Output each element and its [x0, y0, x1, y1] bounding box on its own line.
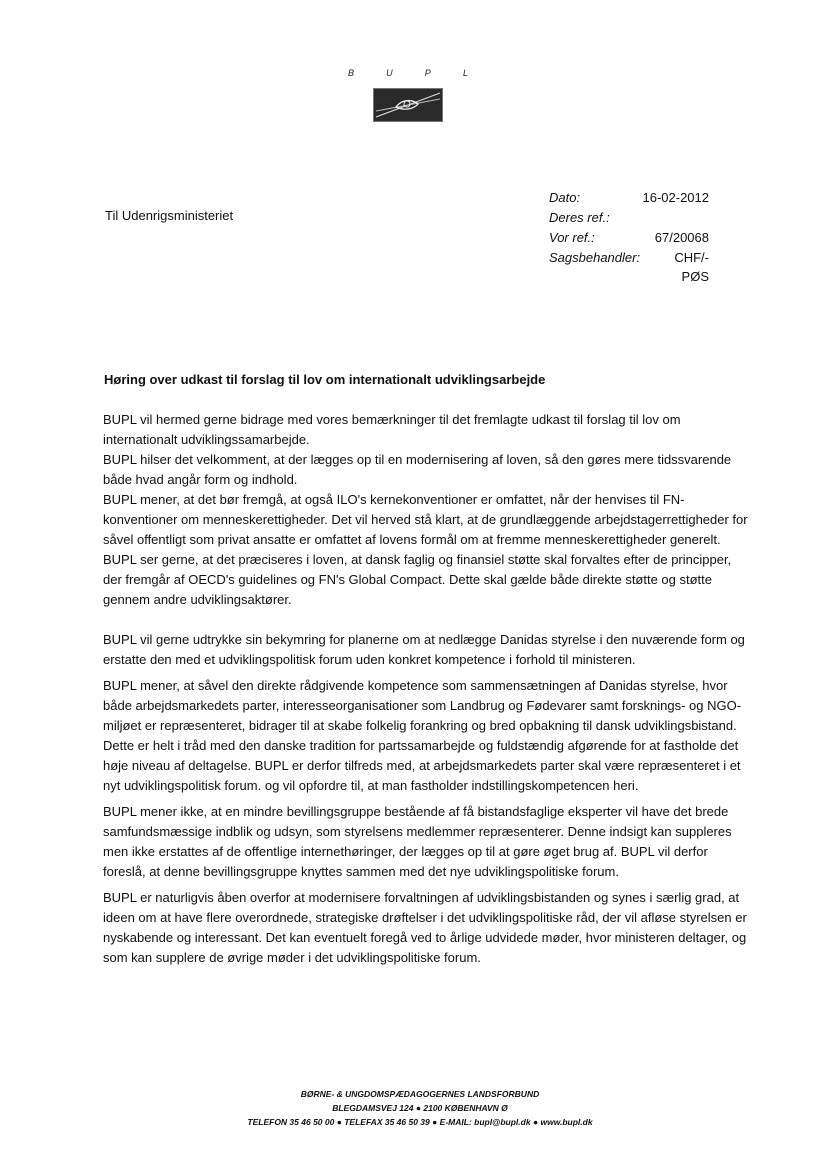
handler-row: [549, 248, 709, 288]
footer-city: 2100 KØBENHAVN Ø: [423, 1103, 508, 1113]
body-paragraph: BUPL hilser det velkomment, at der lægges op til en modernisering af loven, så den gøres mere tidssvarende både hvad angår form og indhold.: [103, 452, 732, 487]
handshake-logo-icon: [374, 89, 442, 121]
your-ref-label: Deres ref.:: [549, 210, 610, 225]
subject-heading: Høring over udkast til forslag til lov om internationalt udviklingsarbejde: [104, 372, 546, 387]
letterhead-letter-b: B: [348, 68, 355, 78]
your-ref-row: [549, 208, 709, 228]
handler-value-line1: CHF/-: [674, 250, 709, 265]
bupl-logo: [373, 88, 443, 122]
handler-label: Sagsbehandler:: [549, 250, 641, 265]
our-ref-row: [549, 228, 709, 248]
our-ref-value: 67/20068: [654, 230, 709, 245]
footer-web[interactable]: www.bupl.dk: [540, 1117, 593, 1127]
reference-block: [549, 188, 709, 288]
date-row: [549, 188, 709, 208]
footer-email[interactable]: E-MAIL: bupl@bupl.dk: [439, 1117, 531, 1127]
date-value: 16-02-2012: [642, 190, 709, 205]
footer: [200, 1087, 640, 1129]
body-paragraph: BUPL mener, at det bør fremgå, at også ILO's kernekonventioner er omfattet, når der henvises til FN-konventioner om menneskerettigheder. Det vil herved stå klart, at de grundlæggende arbejdstagerrettigheder for såvel offentligt som privat ansatte er omfattet af lovens formål om at fremme menneskerettigheder generelt.: [103, 492, 748, 547]
body-paragraph: BUPL er naturligvis åben overfor at modernisere forvaltningen af udviklingsbistanden og synes i særlig grad, at ideen om at have flere overordnede, strategiske drøftelser i det udviklingspolitiske råd, der vil afløse styrelsen er nyskabende og interessant. Det kan eventuelt foregå ved to årlige udvidede møder, hvor ministeren deltager, og som kan supplere de øvrige møder i det udviklingspolitiske forum.: [103, 890, 747, 965]
letter-body: [103, 410, 753, 968]
recipient: Til Udenrigsministeriet: [105, 208, 234, 223]
footer-bullet: ●: [415, 1103, 421, 1113]
footer-bullet: ●: [532, 1117, 539, 1127]
our-ref-label: Vor ref.:: [549, 230, 595, 245]
footer-org: BØRNE- & UNGDOMSPÆDAGOGERNES LANDSFORBUND: [300, 1089, 540, 1099]
body-paragraph: BUPL mener ikke, at en mindre bevillingsgruppe bestående af få bistandsfaglige eksperter vil have det brede samfundsmæssige indblik og udsyn, som styrelsens medlemmer repræsenterer. Denne indsigt kan suppleres men ikke erstattes af de offentlige internethøringer, der lægges op til at gøre øget brug af. BUPL vil derfor foreslå, at denne bevillingsgruppe knyttes sammen med det nye udviklingspolitiske forum.: [103, 804, 732, 879]
footer-bullet: ●: [432, 1117, 438, 1127]
body-paragraph: BUPL vil gerne udtrykke sin bekymring for planerne om at nedlægge Danidas styrelse i den nuværende form og erstatte den med et udviklingspolitisk forum uden konkret kompetence i forhold til ministeren.: [103, 632, 745, 667]
letterhead-letter-p: P: [424, 68, 431, 78]
letterhead-letters: [348, 68, 468, 78]
footer-bullet: ●: [336, 1117, 342, 1127]
handler-value: [674, 248, 709, 288]
body-paragraph: BUPL ser gerne, at det præciseres i loven, at dansk faglig og finansiel støtte skal forvaltes efter de principper, der fremgår af OECD's guidelines og FN's Global Compact. Dette skal gælde både direkte støtte og støtte gennem andre udviklingsaktører.: [103, 552, 732, 607]
footer-phone: TELEFON 35 46 50 00: [247, 1117, 335, 1127]
letterhead-letter-l: L: [462, 68, 468, 78]
footer-fax: TELEFAX 35 46 50 39: [344, 1117, 430, 1127]
date-label: Dato:: [549, 190, 581, 205]
letterhead-letter-u: U: [386, 68, 393, 78]
footer-address: [200, 1101, 640, 1115]
body-paragraph: BUPL mener, at såvel den direkte rådgivende kompetence som sammensætningen af Danidas styrelse, hvor både arbejdsmarkedets parter, interesseorganisationer som Landbrug og Fødevarer samt forsknings- og NGO-miljøet er repræsenteret, bidrager til at skabe folkelig forankring og bred opbakning til dansk udviklingsbistand. Dette er helt i tråd med den danske tradition for partssamarbejde og fuldstændig afgørende for at fastholde det høje niveau af deltagelse. BUPL er derfor tilfreds med, at arbejdsmarkedets parter skal være repræsenteret i et nyt udviklingspolitisk forum. og vil opfordre til, at man fastholder indstillingskompetencen heri.: [103, 678, 742, 793]
handler-value-line2: PØS: [681, 269, 709, 284]
footer-contact: [200, 1115, 640, 1129]
footer-street: BLEGDAMSVEJ 124: [332, 1103, 414, 1113]
body-paragraph: BUPL vil hermed gerne bidrage med vores bemærkninger til det fremlagte udkast til forslag til lov om internationalt udviklingssamarbejde.: [103, 412, 681, 447]
